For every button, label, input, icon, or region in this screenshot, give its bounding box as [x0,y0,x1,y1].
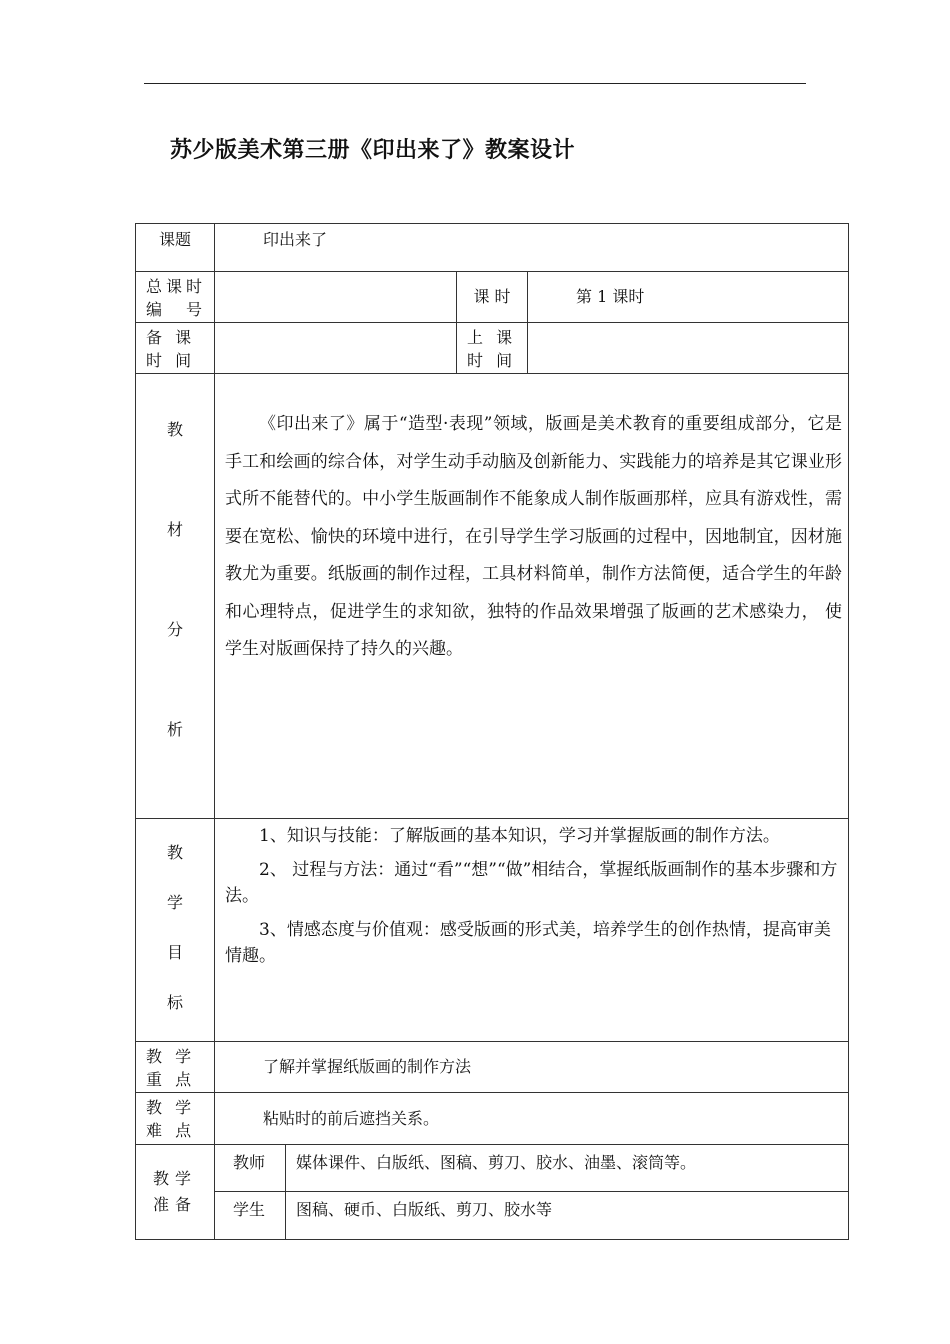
objectives-label-char: 学 [166,893,183,912]
row-key-point [136,1042,849,1093]
total-period-label-line2: 编 号 [146,300,207,320]
lesson-plan-table [135,223,849,1240]
prep-time-label-line2: 时 间 [146,351,196,371]
class-time-value [528,323,849,374]
objective-item: 3、情感态度与价值观：感受版画的形式美，培养学生的创作热情，提高审美情趣。 [225,920,831,966]
key-point-value: 了解并掌握纸版画的制作方法 [215,1042,849,1093]
key-point-label-line2: 重 点 [146,1070,196,1090]
topic-label: 课题 [136,224,215,272]
key-point-label-line1: 教 学 [146,1047,196,1066]
analysis-label-char: 教 [166,420,183,439]
student-materials: 图稿、硬币、白版纸、剪刀、胶水等 [286,1192,849,1240]
class-time-label-line1: 上 课 [467,328,517,347]
key-point-label [136,1042,215,1093]
preparation-label [136,1145,215,1240]
analysis-label [136,374,215,819]
preparation-label-line1: 教学 [152,1169,197,1188]
row-total-period [136,272,849,323]
objectives-label-char: 标 [166,993,183,1012]
total-period-label-line1: 总课时 [146,277,207,296]
difficulty-label-line2: 难 点 [146,1121,196,1141]
topic-value: 印出来了 [215,224,849,272]
class-time-label [457,323,528,374]
row-prep-student [136,1192,849,1240]
teacher-materials: 媒体课件、白版纸、图稿、剪刀、胶水、油墨、滚筒等。 [286,1145,849,1192]
period-value: 第 1 课时 [528,272,849,323]
row-objectives [136,819,849,1042]
period-label: 课 时 [457,272,528,323]
row-analysis [136,374,849,819]
difficulty-label [136,1093,215,1145]
difficulty-value: 粘贴时的前后遮挡关系。 [215,1093,849,1145]
objective-item: 2、 过程与方法：通过“看”“想”“做”相结合，掌握纸版画制作的基本步骤和方法。 [225,860,838,906]
class-time-label-line2: 时 间 [467,351,517,371]
analysis-label-char: 分 [166,620,183,639]
analysis-label-char: 材 [166,520,183,539]
prep-time-value [215,323,457,374]
student-label: 学生 [215,1192,286,1240]
header-rule [144,83,806,84]
teacher-label: 教师 [215,1145,286,1192]
objective-item: 1、知识与技能：了解版画的基本知识，学习并掌握版画的制作方法。 [259,826,780,846]
row-prep-teacher [136,1145,849,1192]
analysis-label-char: 析 [166,720,183,739]
difficulty-label-line1: 教 学 [146,1098,196,1117]
total-period-label [136,272,215,323]
prep-time-label [136,323,215,374]
row-times [136,323,849,374]
row-difficulty [136,1093,849,1145]
prep-time-label-line1: 备 课 [146,328,196,347]
analysis-text: 《印出来了》属于“造型·表现”领域，版画是美术教育的重要组成部分，它是手工和绘画的综合体，对学生动手动脑及创新能力、实践能力的培养是其它课业形式所不能替代的。中小学生版画制作不能象成人制作版画那样，应具有游戏性，需要在宽松、愉快的环境中进行，在引导学生学习版画的过程中，因地制宜，因材施教尤为重要。纸版画的制作过程，工具材料简单，制作方法简便，适合学生的年龄和心理特点，促进学生的求知欲，独特的作品效果增强了版画的艺术感染力， 使学生对版画保持了持久的兴趣。 [225,414,843,659]
objectives-label-char: 目 [166,943,183,962]
objectives-label-char: 教 [166,843,183,862]
total-period-value [215,272,457,323]
preparation-label-line2: 准备 [152,1195,197,1214]
row-topic [136,224,849,272]
objectives-label [136,819,215,1042]
analysis-cell [215,374,849,819]
objectives-cell [215,819,849,1042]
document-title: 苏少版美术第三册《印出来了》教案设计 [170,138,576,163]
